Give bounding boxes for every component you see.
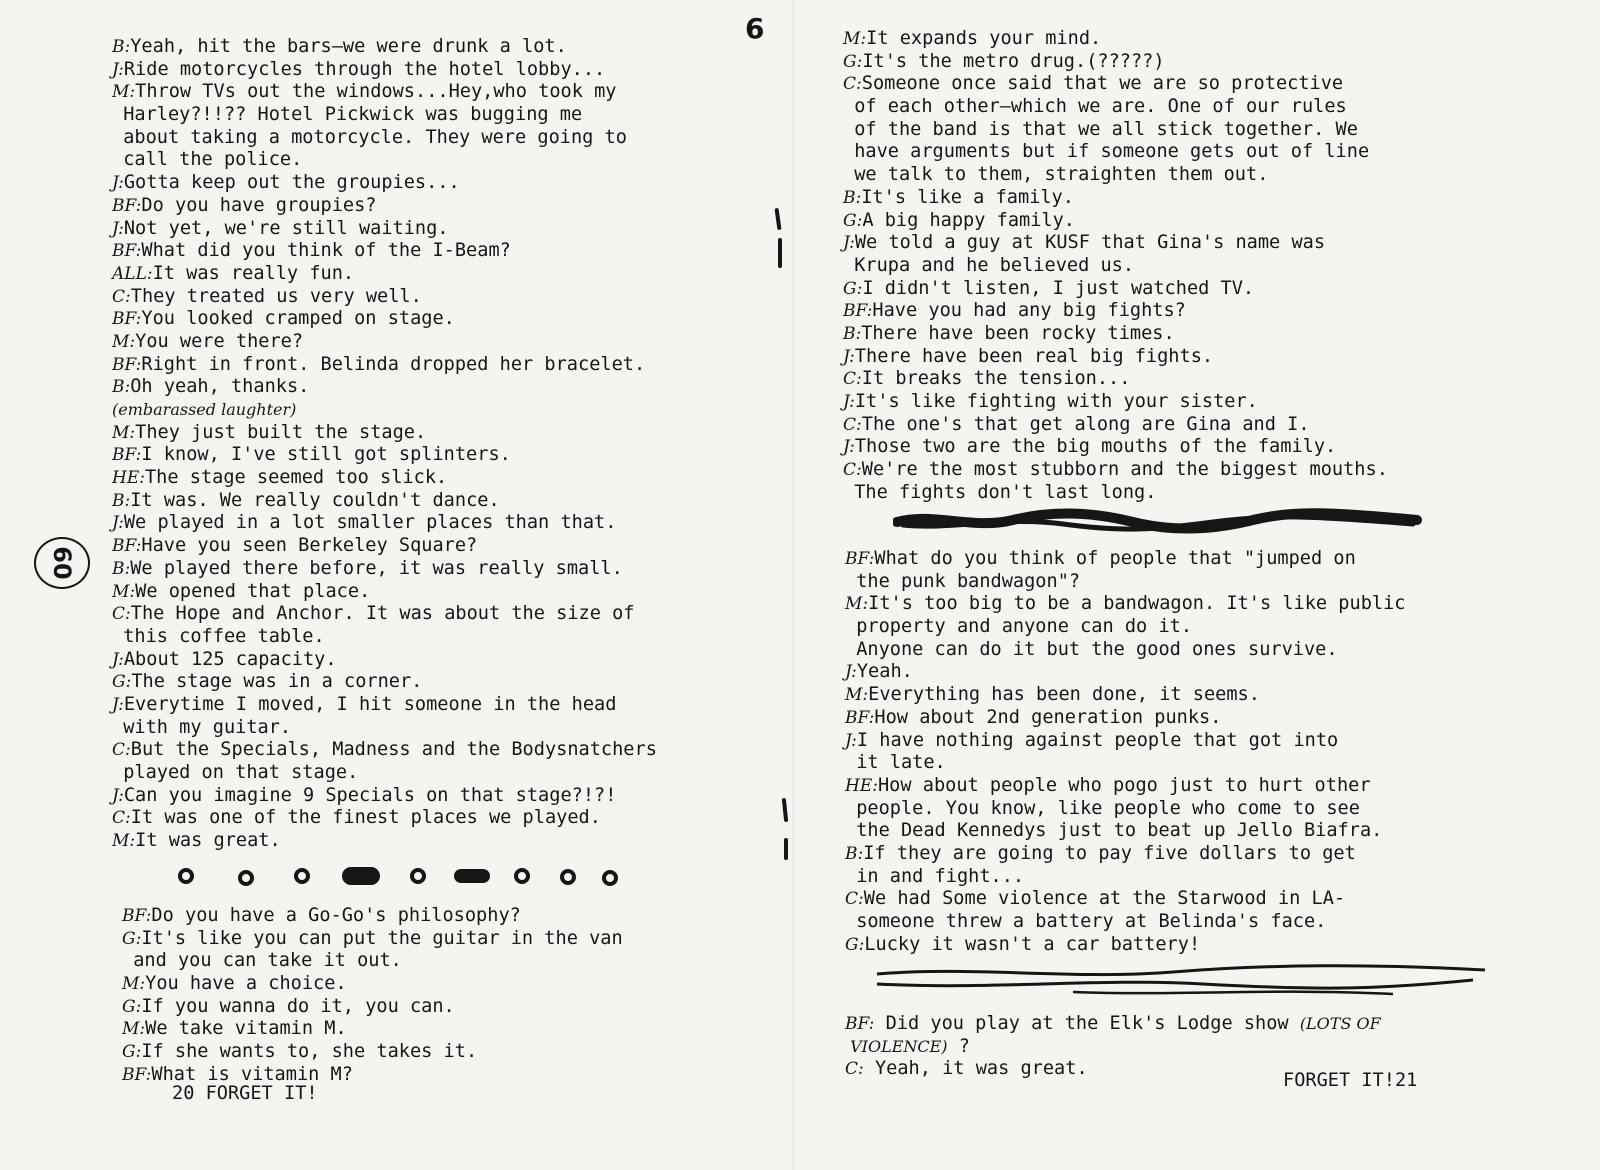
transcript-text: we talk to them, straighten them out. — [843, 164, 1269, 186]
transcript-text: Everytime I moved, I hit someone in the head — [123, 693, 617, 715]
speaker-tag: BF: — [112, 354, 142, 375]
transcript-text: Have you had any big fights? — [872, 300, 1186, 322]
transcript-line — [112, 603, 657, 626]
speaker-tag: M: — [122, 974, 146, 995]
transcript-line — [112, 785, 657, 808]
speaker-tag: BF: — [843, 301, 873, 322]
speaker-tag: M: — [112, 581, 136, 602]
transcript-line — [122, 1041, 623, 1064]
transcript-text: of each other—which we are. One of our rules — [843, 96, 1347, 118]
transcript-text: it late. — [845, 752, 946, 774]
transcript-text: Anyone can do it but the good ones survive. — [845, 638, 1338, 660]
speaker-tag: G: — [845, 934, 865, 955]
speaker-tag: B: — [843, 187, 862, 208]
transcript-line — [112, 649, 657, 672]
speaker-tag: C: — [843, 74, 862, 95]
transcript-line — [122, 928, 623, 951]
circled-page-number — [34, 537, 90, 589]
speaker-tag: BF: — [112, 309, 142, 330]
footer-left: 20 FORGET IT! — [172, 1083, 318, 1104]
transcript-text: I didn't listen, I just watched TV. — [862, 277, 1255, 299]
speaker-tag: M: — [845, 594, 869, 615]
speaker-tag: C: — [112, 286, 131, 307]
transcript-text: people. You know, like people who come to see — [845, 797, 1360, 819]
wavy-line-divider — [873, 960, 1493, 1004]
transcript-line — [112, 240, 657, 263]
speaker-tag: C: — [843, 460, 862, 481]
speaker-tag: C: — [845, 889, 864, 910]
transcript-line — [112, 172, 657, 195]
transcript-text: Harley?!!?? Hotel Pickwick was bugging me — [112, 104, 583, 126]
transcript-text: If she wants to, she takes it. — [141, 1041, 478, 1063]
transcript-text: We played in a lot smaller places than that. — [123, 512, 617, 534]
transcript-line — [843, 28, 1388, 51]
transcript-line — [845, 661, 1405, 684]
transcript-line — [112, 263, 657, 286]
footer-right: FORGET IT!21 — [1283, 1070, 1418, 1091]
transcript-text: They just built the stage. — [135, 421, 427, 443]
speaker-tag: J: — [112, 218, 124, 239]
transcript-text: the punk bandwagon"? — [845, 570, 1081, 592]
transcript-text: The one's that get along are Gina and I. — [861, 413, 1310, 435]
transcript-line — [843, 368, 1388, 391]
transcript-line — [112, 830, 657, 853]
speaker-tag: HE: — [845, 775, 878, 796]
transcript-text: Those two are the big mouths of the family. — [854, 436, 1337, 458]
transcript-text: The Hope and Anchor. It was about the size of — [130, 603, 635, 625]
transcript-text: property and anyone can do it. — [845, 616, 1193, 638]
transcript-line — [112, 512, 657, 535]
transcript-line — [843, 73, 1388, 96]
transcript-text: It's like you can put the guitar in the van — [141, 927, 623, 949]
transcript-line — [845, 730, 1405, 753]
transcript-note: VIOLENCE) — [845, 1036, 948, 1056]
transcript-line — [112, 717, 657, 740]
transcript-line — [843, 300, 1388, 323]
transcript-line — [112, 308, 657, 331]
transcript-text: It's the metro drug.(?????) — [862, 50, 1165, 72]
transcript-line — [845, 639, 1405, 662]
speaker-tag: J: — [112, 59, 124, 80]
transcript-line — [112, 218, 657, 241]
speaker-tag: J: — [112, 513, 124, 534]
transcript-text: Ride motorcycles through the hotel lobby... — [123, 58, 606, 80]
transcript-text: We're the most stubborn and the biggest mouths. — [861, 459, 1388, 481]
transcript-line — [843, 164, 1388, 187]
transcript-text: It expands your mind. — [866, 28, 1102, 49]
transcript-text: Krupa and he believed us. — [843, 254, 1135, 276]
transcript-text: There have been rocky times. — [861, 322, 1175, 344]
transcript-text: What is vitamin M? — [151, 1063, 353, 1085]
speaker-tag: BF: — [112, 536, 142, 557]
transcript-text: of the band is that we all stick together. We — [843, 118, 1358, 140]
transcript-text: The stage seemed too slick. — [144, 467, 448, 489]
speaker-tag: G: — [843, 278, 863, 299]
transcript-text: Someone once said that we are so protective — [861, 73, 1344, 95]
transcript-line — [843, 391, 1388, 414]
transcript-text: It was one of the finest places we played. — [130, 807, 601, 829]
speaker-tag: B: — [843, 323, 862, 344]
transcript-line — [845, 593, 1405, 616]
transcript-line — [112, 354, 657, 377]
speaker-tag: BF: — [845, 549, 875, 569]
speaker-tag: BF: — [845, 707, 875, 728]
transcript-text: A big happy family. — [862, 209, 1076, 231]
transcript-line — [845, 798, 1405, 821]
transcript-line — [112, 762, 657, 785]
transcript-text: Not yet, we're still waiting. — [123, 217, 449, 239]
speaker-tag: BF: — [112, 195, 142, 216]
transcript-line — [843, 119, 1388, 142]
speaker-tag: C: — [112, 604, 131, 625]
transcript-line — [112, 807, 657, 830]
transcript-text: Have you seen Berkeley Square? — [141, 535, 478, 557]
transcript-line — [112, 149, 657, 172]
transcript-line — [112, 467, 657, 490]
speaker-tag: ALL: — [112, 263, 153, 284]
transcript-text: The stage was in a corner. — [131, 671, 423, 693]
scribble-divider — [893, 508, 1423, 536]
speaker-tag: C: — [843, 414, 862, 435]
transcript-line — [845, 548, 1405, 571]
transcript-text: What did you think of the I-Beam? — [141, 240, 511, 262]
transcript-text: It was really fun. — [152, 262, 355, 284]
speaker-tag: C: — [843, 369, 862, 390]
transcript-line — [112, 399, 657, 422]
left-interview-column-continued — [122, 905, 623, 1087]
speaker-tag: J: — [845, 730, 857, 751]
dot-divider — [172, 860, 632, 896]
transcript-text: About 125 capacity. — [123, 648, 337, 670]
speaker-tag: J: — [843, 437, 855, 458]
transcript-text: Lucky it wasn't a car battery! — [864, 933, 1201, 955]
speaker-tag: M: — [112, 422, 136, 443]
transcript-line — [122, 905, 623, 928]
speaker-tag: B: — [112, 37, 131, 57]
margin-mark — [784, 838, 788, 860]
transcript-text: You have a choice. — [145, 973, 347, 995]
speaker-tag: J: — [843, 233, 855, 254]
speaker-tag: BF: — [845, 1014, 875, 1034]
transcript-text: have arguments but if someone gets out of line — [843, 141, 1370, 163]
speaker-tag: B: — [845, 843, 864, 864]
transcript-text: this coffee table. — [112, 625, 325, 647]
transcript-text: If you wanna do it, you can. — [141, 995, 455, 1017]
transcript-line — [843, 51, 1388, 74]
transcript-text: If they are going to pay five dollars to get — [863, 842, 1356, 864]
transcript-text: Oh yeah, thanks. — [130, 376, 310, 398]
transcript-line — [843, 436, 1388, 459]
transcript-text: with my guitar. — [112, 716, 292, 738]
transcript-line — [845, 616, 1405, 639]
transcript-line — [122, 1018, 623, 1041]
transcript-text: ? — [947, 1035, 970, 1057]
transcript-line — [843, 414, 1388, 437]
transcript-text: You were there? — [135, 330, 304, 352]
transcript-line — [845, 775, 1405, 798]
transcript-line — [845, 571, 1405, 594]
transcript-text: Yeah, it was great. — [863, 1058, 1088, 1080]
right-interview-column-continued — [845, 548, 1405, 956]
transcript-text: The fights don't last long. — [843, 481, 1157, 503]
speaker-tag: M: — [122, 1019, 146, 1040]
speaker-tag: BF: — [122, 1064, 152, 1085]
speaker-tag: C: — [112, 808, 131, 829]
transcript-text: What do you think of people that "jumped on — [874, 548, 1356, 569]
speaker-tag: G: — [122, 1042, 142, 1063]
speaker-tag: J: — [843, 392, 855, 412]
speaker-tag: G: — [843, 51, 863, 72]
transcript-text: Yeah. — [856, 661, 913, 683]
transcript-line — [843, 187, 1388, 210]
transcript-line — [845, 911, 1405, 934]
right-interview-column — [843, 28, 1388, 504]
speaker-tag: BF: — [112, 241, 142, 262]
transcript-text: But the Specials, Madness and the Bodysnatchers — [130, 739, 657, 761]
transcript-line — [845, 888, 1405, 911]
transcript-text: There have been real big fights. — [854, 345, 1214, 367]
transcript-text: It's too big to be a bandwagon. It's like public — [868, 593, 1406, 615]
transcript-line — [122, 950, 623, 973]
transcript-line — [122, 996, 623, 1019]
transcript-line — [843, 346, 1388, 369]
speaker-tag: J: — [845, 662, 857, 683]
transcript-text: We told a guy at KUSF that Gina's name was — [854, 232, 1326, 254]
transcript-text: the Dead Kennedys just to beat up Jello Biafra. — [845, 820, 1383, 842]
transcript-text: someone threw a battery at Belinda's face. — [845, 911, 1327, 932]
transcript-line — [112, 671, 657, 694]
speaker-tag: M: — [843, 29, 867, 49]
speaker-tag: B: — [112, 377, 131, 398]
transcript-text: Yeah, hit the bars—we were drunk a lot. — [130, 36, 567, 57]
transcript-line — [843, 459, 1388, 482]
transcript-text: Everything has been done, it seems. — [868, 684, 1260, 706]
transcript-line — [112, 490, 657, 513]
margin-mark — [778, 238, 782, 268]
speaker-tag: M: — [112, 331, 136, 352]
speaker-tag: M: — [112, 831, 136, 852]
transcript-line — [112, 127, 657, 150]
circled-page-number-text: 60 — [48, 546, 76, 580]
speaker-tag: G: — [843, 210, 863, 231]
speaker-tag: J: — [112, 649, 124, 670]
speaker-tag: C: — [845, 1059, 864, 1080]
transcript-text: We played there before, it was really small. — [130, 557, 623, 579]
transcript-line — [112, 104, 657, 127]
transcript-text: and you can take it out. — [122, 950, 402, 972]
transcript-text: How about people who pogo just to hurt other — [877, 774, 1371, 796]
speaker-tag: J: — [112, 694, 124, 715]
transcript-line — [112, 739, 657, 762]
speaker-tag: BF: — [112, 445, 142, 466]
transcript-text: I have nothing against people that got into — [856, 729, 1339, 751]
speaker-tag: G: — [122, 996, 142, 1017]
transcript-line — [112, 376, 657, 399]
transcript-line — [112, 694, 657, 717]
transcript-line — [845, 752, 1405, 775]
transcript-text: It's like a family. — [861, 186, 1074, 208]
speaker-tag: BF: — [122, 906, 152, 926]
speaker-tag: M: — [112, 82, 136, 103]
transcript-line — [845, 1036, 1381, 1059]
transcript-text: It breaks the tension... — [861, 368, 1131, 390]
transcript-line — [845, 843, 1405, 866]
transcript-text: It was. We really couldn't dance. — [130, 489, 500, 511]
speaker-tag: B: — [112, 490, 131, 511]
transcript-text: played on that stage. — [112, 762, 359, 783]
transcript-line — [843, 232, 1388, 255]
transcript-text: We take vitamin M. — [145, 1018, 347, 1040]
speaker-tag: J: — [112, 785, 124, 806]
transcript-text: It's like fighting with your sister. — [854, 391, 1258, 412]
transcript-line — [843, 210, 1388, 233]
speaker-tag: G: — [112, 672, 132, 693]
transcript-line — [845, 1013, 1381, 1036]
transcript-line — [843, 323, 1388, 346]
speaker-tag: J: — [843, 346, 855, 367]
transcript-note: (LOTS OF — [1299, 1014, 1381, 1033]
transcript-line — [843, 141, 1388, 164]
transcript-line — [122, 973, 623, 996]
page-marker-top: 6 — [745, 12, 765, 45]
transcript-line — [112, 444, 657, 467]
transcript-text: Did you play at the Elk's Lodge show — [874, 1013, 1300, 1034]
transcript-line — [843, 278, 1388, 301]
transcript-line — [112, 422, 657, 445]
left-interview-column — [112, 36, 657, 853]
transcript-line — [112, 81, 657, 104]
transcript-text: about taking a motorcycle. They were going to — [112, 126, 627, 148]
transcript-line — [845, 866, 1405, 889]
transcript-line — [843, 96, 1388, 119]
transcript-line — [845, 684, 1405, 707]
transcript-text: Throw TVs out the windows...Hey,who took my — [135, 81, 617, 103]
speaker-tag: C: — [112, 740, 131, 761]
transcript-line — [112, 581, 657, 604]
speaker-tag: B: — [112, 558, 131, 579]
transcript-text: call the police. — [112, 149, 303, 171]
transcript-line — [112, 286, 657, 309]
transcript-line — [845, 934, 1405, 957]
transcript-text: How about 2nd generation punks. — [874, 706, 1222, 728]
transcript-text: We opened that place. — [135, 580, 371, 602]
transcript-text: Do you have a Go-Go's philosophy? — [151, 905, 521, 926]
transcript-text: You looked cramped on stage. — [141, 308, 455, 330]
transcript-line — [843, 255, 1388, 278]
speaker-tag: HE: — [112, 468, 145, 489]
transcript-line — [112, 626, 657, 649]
transcript-text: Do you have groupies? — [141, 194, 377, 216]
transcript-text: Can you imagine 9 Specials on that stage?!?! — [123, 784, 617, 806]
speaker-tag: J: — [112, 173, 124, 194]
transcript-text: I know, I've still got splinters. — [141, 444, 511, 466]
transcript-line — [112, 558, 657, 581]
transcript-line — [843, 482, 1388, 505]
transcript-line — [845, 820, 1405, 843]
transcript-text: in and fight... — [845, 865, 1025, 887]
transcript-text: Gotta keep out the groupies... — [123, 172, 460, 194]
transcript-line — [112, 331, 657, 354]
transcript-text: They treated us very well. — [130, 285, 422, 307]
transcript-text: Right in front. Belinda dropped her bracelet. — [141, 353, 646, 375]
page-spine — [793, 0, 794, 1170]
transcript-line — [112, 36, 657, 59]
transcript-text: We had Some violence at the Starwood in LA- — [863, 888, 1346, 910]
speaker-tag: G: — [122, 928, 142, 949]
transcript-line — [112, 59, 657, 82]
speaker-tag: M: — [845, 685, 869, 706]
transcript-line — [112, 535, 657, 558]
transcript-text: (embarassed laughter) — [112, 400, 297, 419]
transcript-text: It was great. — [135, 830, 281, 852]
transcript-line — [845, 707, 1405, 730]
transcript-line — [112, 195, 657, 218]
